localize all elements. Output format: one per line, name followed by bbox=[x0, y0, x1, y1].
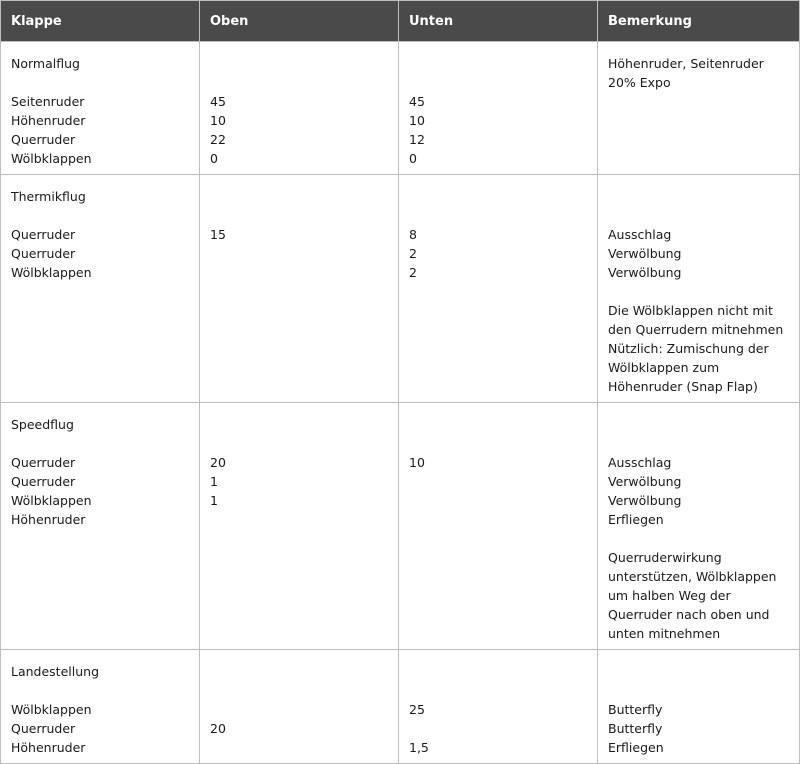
note-text: Querruder nach oben und bbox=[608, 607, 770, 622]
surface-label: Querruder bbox=[11, 227, 76, 242]
oben-value: 1 bbox=[210, 493, 218, 508]
remark-text: Verwölbung bbox=[608, 493, 682, 508]
surface-label: Querruder bbox=[11, 455, 76, 470]
surface-label: Querruder bbox=[11, 474, 76, 489]
cell-bemerkung bbox=[598, 650, 800, 764]
unten-value: 10 bbox=[409, 455, 425, 470]
oben-value: 20 bbox=[210, 455, 226, 470]
unten-value: 10 bbox=[409, 113, 425, 128]
note-text: den Querrudern mitnehmen bbox=[608, 322, 784, 337]
table-row bbox=[1, 175, 800, 403]
note-text: Querruderwirkung bbox=[608, 550, 722, 565]
cell-unten bbox=[399, 42, 598, 175]
table-row bbox=[1, 42, 800, 175]
surface-label: Querruder bbox=[11, 132, 76, 147]
unten-value: 2 bbox=[409, 265, 417, 280]
cell-bemerkung bbox=[598, 403, 800, 650]
surface-label: Querruder bbox=[11, 246, 76, 261]
remark-text: Ausschlag bbox=[608, 227, 672, 242]
cell-oben bbox=[200, 650, 399, 764]
cell-klappe bbox=[1, 42, 200, 175]
table-row bbox=[1, 650, 800, 764]
note-text: um halben Weg der bbox=[608, 588, 731, 603]
cell-klappe bbox=[1, 650, 200, 764]
surface-label: Wölbklappen bbox=[11, 493, 92, 508]
header-bemerkung: Bemerkung bbox=[598, 1, 800, 42]
note-text: Wölbklappen zum bbox=[608, 360, 720, 375]
surface-label: Wölbklappen bbox=[11, 151, 92, 166]
cell-klappe bbox=[1, 175, 200, 403]
oben-value: 10 bbox=[210, 113, 226, 128]
cell-klappe bbox=[1, 403, 200, 650]
note-text: Nützlich: Zumischung der bbox=[608, 341, 769, 356]
oben-value: 1 bbox=[210, 474, 218, 489]
surface-label: Seitenruder bbox=[11, 94, 85, 109]
cell-unten bbox=[399, 403, 598, 650]
surface-label: Höhenruder bbox=[11, 512, 86, 527]
remark-text: Verwölbung bbox=[608, 474, 682, 489]
cell-bemerkung bbox=[598, 42, 800, 175]
note-text: Höhenruder (Snap Flap) bbox=[608, 379, 758, 394]
remark-text: Ausschlag bbox=[608, 455, 672, 470]
unten-value: 8 bbox=[409, 227, 417, 242]
note-text: unten mitnehmen bbox=[608, 626, 721, 641]
remark-text: Verwölbung bbox=[608, 246, 682, 261]
mode-label: Thermikflug bbox=[11, 189, 86, 204]
cell-oben bbox=[200, 42, 399, 175]
surface-label: Querruder bbox=[11, 721, 76, 736]
mode-label: Landestellung bbox=[11, 664, 100, 679]
cell-unten bbox=[399, 650, 598, 764]
oben-value: 20 bbox=[210, 721, 226, 736]
note-text: unterstützen, Wölbklappen bbox=[608, 569, 777, 584]
note-text: Die Wölbklappen nicht mit bbox=[608, 303, 773, 318]
header-unten: Unten bbox=[399, 1, 598, 42]
remark-text: Butterfly bbox=[608, 702, 663, 717]
cell-bemerkung bbox=[598, 175, 800, 403]
remark-text: Höhenruder, Seitenruder bbox=[608, 56, 764, 71]
unten-value: 2 bbox=[409, 246, 417, 261]
header-row bbox=[1, 1, 800, 42]
oben-value: 15 bbox=[210, 227, 226, 242]
surface-label: Höhenruder bbox=[11, 113, 86, 128]
remark-text: Butterfly bbox=[608, 721, 663, 736]
cell-oben bbox=[200, 403, 399, 650]
surface-label: Wölbklappen bbox=[11, 265, 92, 280]
oben-value bbox=[210, 700, 390, 719]
oben-value bbox=[210, 738, 390, 757]
mode-label: Speedflug bbox=[11, 417, 74, 432]
mode-label: Normalflug bbox=[11, 56, 80, 71]
unten-value: 45 bbox=[409, 94, 425, 109]
remark-text: Verwölbung bbox=[608, 265, 682, 280]
oben-value: 0 bbox=[210, 151, 218, 166]
table-row bbox=[1, 403, 800, 650]
cell-oben bbox=[200, 175, 399, 403]
unten-value bbox=[409, 719, 589, 738]
unten-value: 0 bbox=[409, 151, 417, 166]
remark-text: Erfliegen bbox=[608, 512, 664, 527]
oben-value: 45 bbox=[210, 94, 226, 109]
surface-label: Höhenruder bbox=[11, 740, 86, 755]
remark-text: Erfliegen bbox=[608, 740, 664, 755]
oben-value: 22 bbox=[210, 132, 226, 147]
cell-unten bbox=[399, 175, 598, 403]
header-oben: Oben bbox=[200, 1, 399, 42]
surface-label: Wölbklappen bbox=[11, 702, 92, 717]
header-klappe: Klappe bbox=[1, 1, 200, 42]
unten-value: 1,5 bbox=[409, 740, 429, 755]
unten-value: 25 bbox=[409, 702, 425, 717]
unten-value: 12 bbox=[409, 132, 425, 147]
remark-text: 20% Expo bbox=[608, 75, 671, 90]
